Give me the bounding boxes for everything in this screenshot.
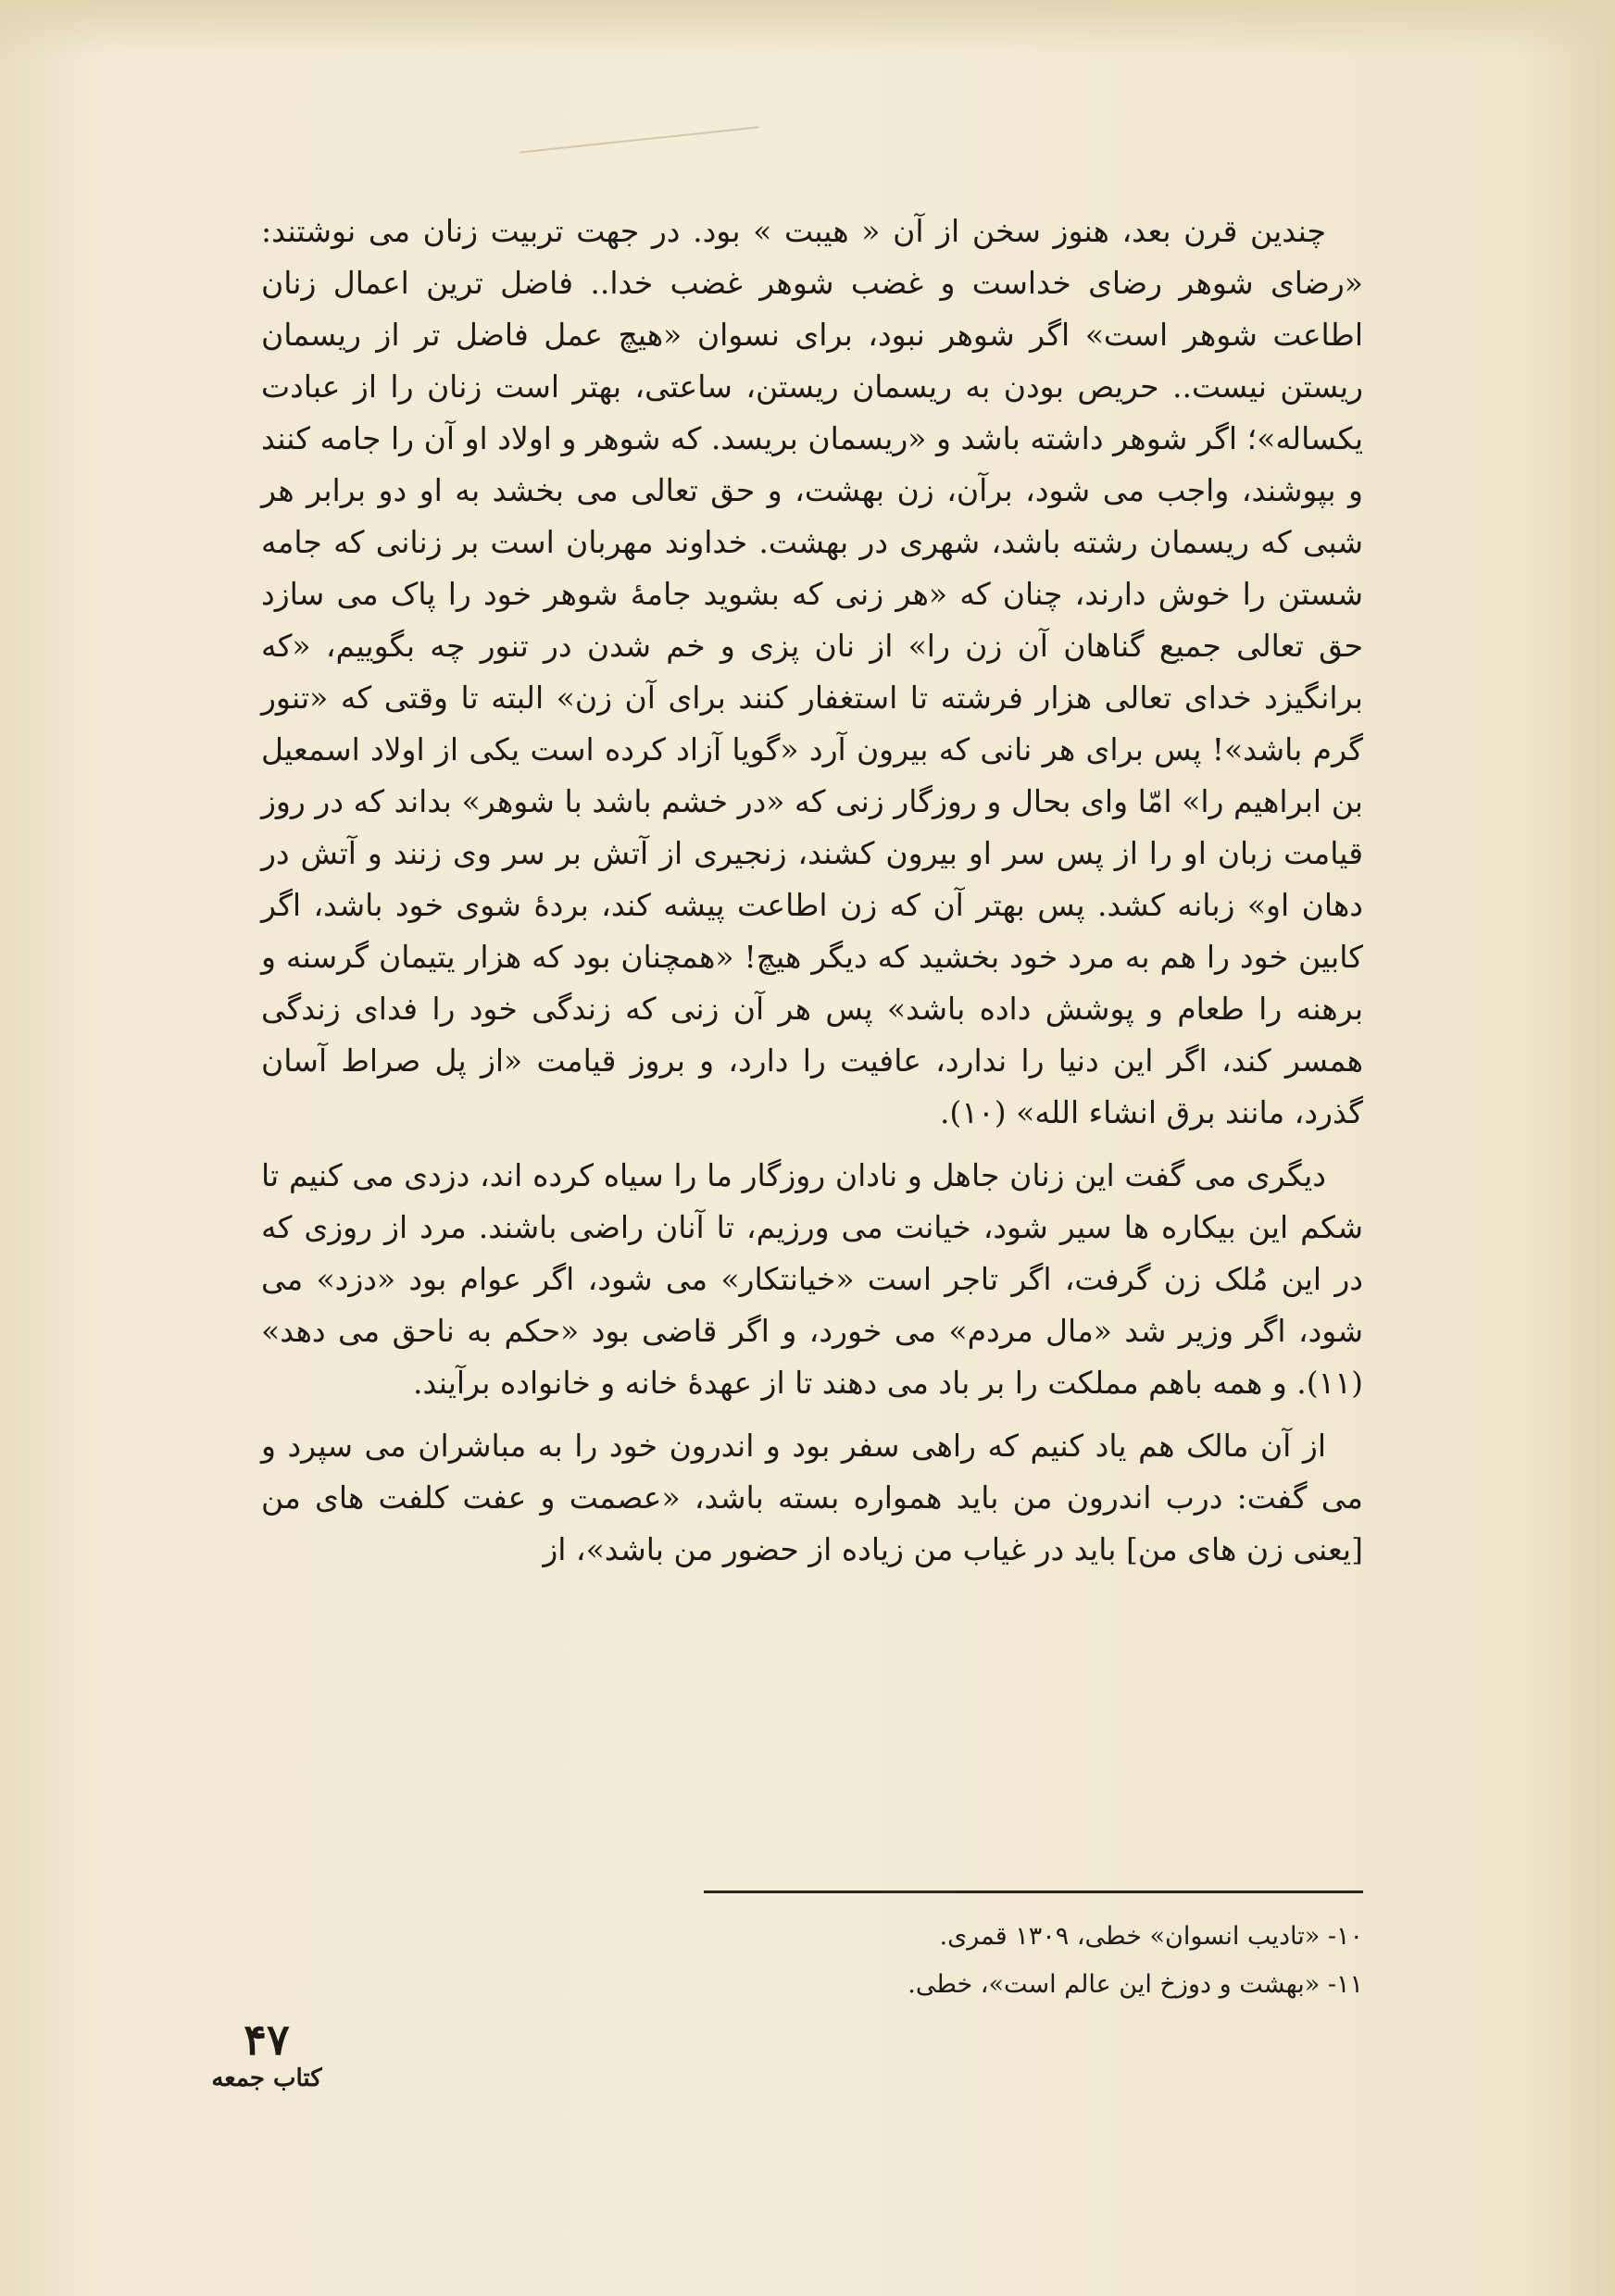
page-number: ۴۷ xyxy=(244,2015,290,2065)
paper-crease xyxy=(520,126,759,153)
paragraph-2: دیگری می گفت این زنان جاهل و نادان روزگار ما را سیاه کرده اند، دزدی می کنیم تا شکم این بیکاره ها سیر شود، خیانت می ورزیم، تا آنان راضی باشند. مرد از روزی که در این مُلک زن گرفت، اگر تاجر است «خیانتکار» می شود، اگر عوام بود «دزد» می شود، اگر وزیر شد «مال مردم» می خورد، و اگر قاضی بود «حکم به ناحق می دهد» (۱۱). و همه باهم مملکت را بر باد می دهند تا از عهدهٔ خانه و خانواده برآیند. xyxy=(261,1157,1363,1401)
footnote-10: ۱۰- «تادیب انسوان» خطی، ۱۳۰۹ قمری. xyxy=(939,1922,1363,1951)
footnote-11: ۱۱- «بهشت و دوزخ این عالم است»، خطی. xyxy=(908,1970,1363,1999)
footnotes xyxy=(704,1913,1363,2009)
main-text-block xyxy=(261,206,1363,1587)
paper-edge-shadow xyxy=(0,0,1615,56)
footnote-divider xyxy=(704,1890,1363,1893)
journal-name: کتاب جمعه xyxy=(211,2065,322,2092)
paragraph-1: چندین قرن بعد، هنوز سخن از آن « هیبت » بود. در جهت تربیت زنان می نوشتند: «رضای شوهر رضای خداست و غضب شوهر غضب خدا.. فاضل ترین اعمال زنان اطاعت شوهر است» اگر شوهر نبود، برای نسوان «هیچ عمل فاضل تر از ریسمان ریستن نیست.. حریص بودن به ریسمان ریستن، ساعتی، بهتر است زنان را از عبادت یکساله»؛ اگر شوهر داشته باشد و «ریسمان بریسد. که شوهر و اولاد او آن را جامه کنند و بپوشند، واجب می شود، برآن، زن بهشت، و حق تعالی می بخشد به او دو برابر هر شبی که ریسمان رشته باشد، شهری در بهشت. خداوند مهربان است بر زنانی که جامه شستن را خوش دارند، چنان که «هر زنی که بشوید جامهٔ شوهر خود را پاک می سازد حق تعالی جمیع گناهان آن زن را» از نان پزی و خم شدن در تنور چه بگوییم، «که برانگیزد خدای تعالی هزار فرشته تا استغفار کنند برای آن زن» البته تا وقتی که «تنور گرم باشد»! پس برای هر نانی که بیرون آرد «گویا آزاد کرده است یکی از اولاد اسمعیل بن ابراهیم را» امّا وای بحال و روزگار زنی که «در خشم باشد با شوهر» بداند که در روز قیامت زبان او را از پس سر او بیرون کشند، زنجیری از آتش بر سر وی زنند و آتش در دهان او» زبانه کشد. پس بهتر آن که زن اطاعت پیشه کند، بردهٔ شوی خود باشد، اگر کابین خود را هم به مرد خود بخشید که دیگر هیچ! «همچنان بود که هزار یتیمان گرسنه و برهنه را طعام و پوشش داده باشد» پس هر آن زنی که زندگی خود را فدای زندگی همسر کند، اگر این دنیا را ندارد، عافیت را دارد، و بروز قیامت «از پل صراط آسان گذرد، مانند برق انشاء الله» (۱۰). xyxy=(261,213,1363,1130)
paragraph-3: از آن مالک هم یاد کنیم که راهی سفر بود و اندرون خود را به مباشران می سپرد و می گفت: درب اندرون من باید همواره بسته باشد، «عصمت و عفت کلفت های من [یعنی زن های من] باید در غیاب من زیاده از حضور من باشد»، از xyxy=(261,1428,1363,1567)
